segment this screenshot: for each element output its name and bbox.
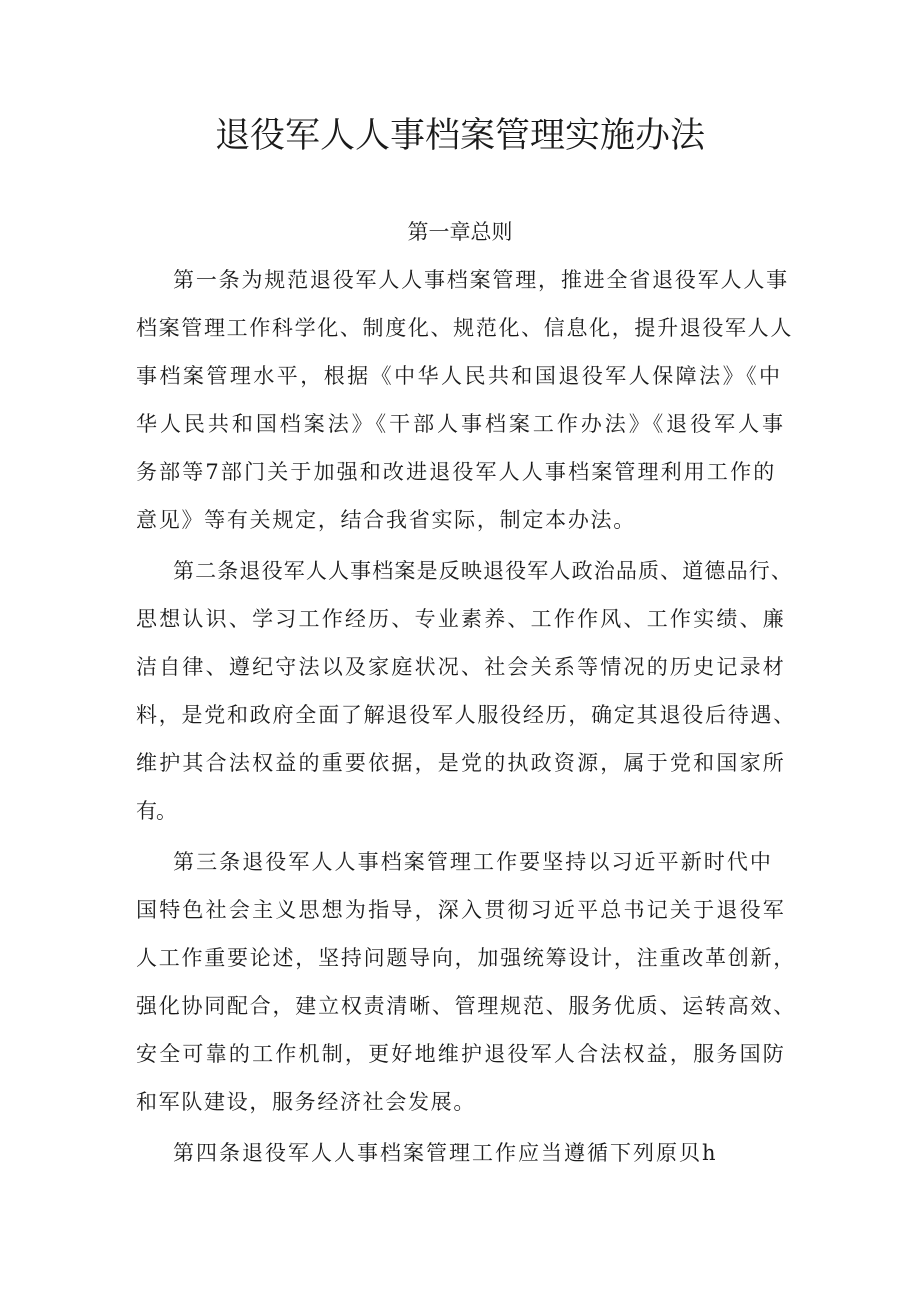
text-line: 国特色社会主义思想为指导，深入贯彻习近平总书记关于退役军 <box>136 898 786 922</box>
text-line: 第一条为规范退役军人人事档案管理，推进全省退役军人人事 <box>173 268 789 292</box>
text-line: 人工作重要论述，坚持问题导向，加强统筹设计，注重改革创新， <box>136 946 796 970</box>
text-line: 档案管理工作科学化、制度化、规范化、信息化，提升退役军人人 <box>136 316 793 340</box>
text-line: 第四条退役军人人事档案管理工作应当遵循下列原贝h <box>173 1141 718 1165</box>
text-line: 洁自律、遵纪守法以及家庭状况、社会关系等情况的历史记录材 <box>136 655 786 679</box>
text-line: 料，是党和政府全面了解退役军人服役经历，确定其退役后待遇、 <box>136 703 796 727</box>
text-line: 思想认识、学习工作经历、专业素养、工作作风、工作实绩、廉 <box>136 607 786 631</box>
text-line: 维护其合法权益的重要依据，是党的执政资源，属于党和国家所 <box>136 751 786 775</box>
text-line: 第三条退役军人人事档案管理工作要坚持以习近平新时代中 <box>173 850 773 874</box>
text-line: 华人民共和国档案法》《干部人事档案工作办法》《退役军人事 <box>136 412 786 436</box>
text-line: 事档案管理水平，根据《中华人民共和国退役军人保障法》《中 <box>136 364 783 388</box>
text-line: 和军队建设，服务经济社会发展。 <box>136 1090 476 1114</box>
text-line: 安全可靠的工作机制，更好地维护退役军人合法权益，服务国防 <box>136 1042 786 1066</box>
text-line: 务部等7部门关于加强和改进退役军人人事档案管理利用工作的 <box>136 460 776 484</box>
text-line: 意见》等有关规定，结合我省实际，制定本办法。 <box>136 508 636 532</box>
chapter-heading: 第一章总则 <box>407 220 513 244</box>
text-line: 有。 <box>136 799 176 823</box>
text-line: 第二条退役军人人事档案是反映退役军人政治品质、道德品行、 <box>173 559 793 583</box>
text-line: 强化协同配合，建立权责清晰、管理规范、服务优质、运转高效、 <box>136 994 796 1018</box>
document-title: 退役军人人事档案管理实施办法 <box>214 116 705 156</box>
